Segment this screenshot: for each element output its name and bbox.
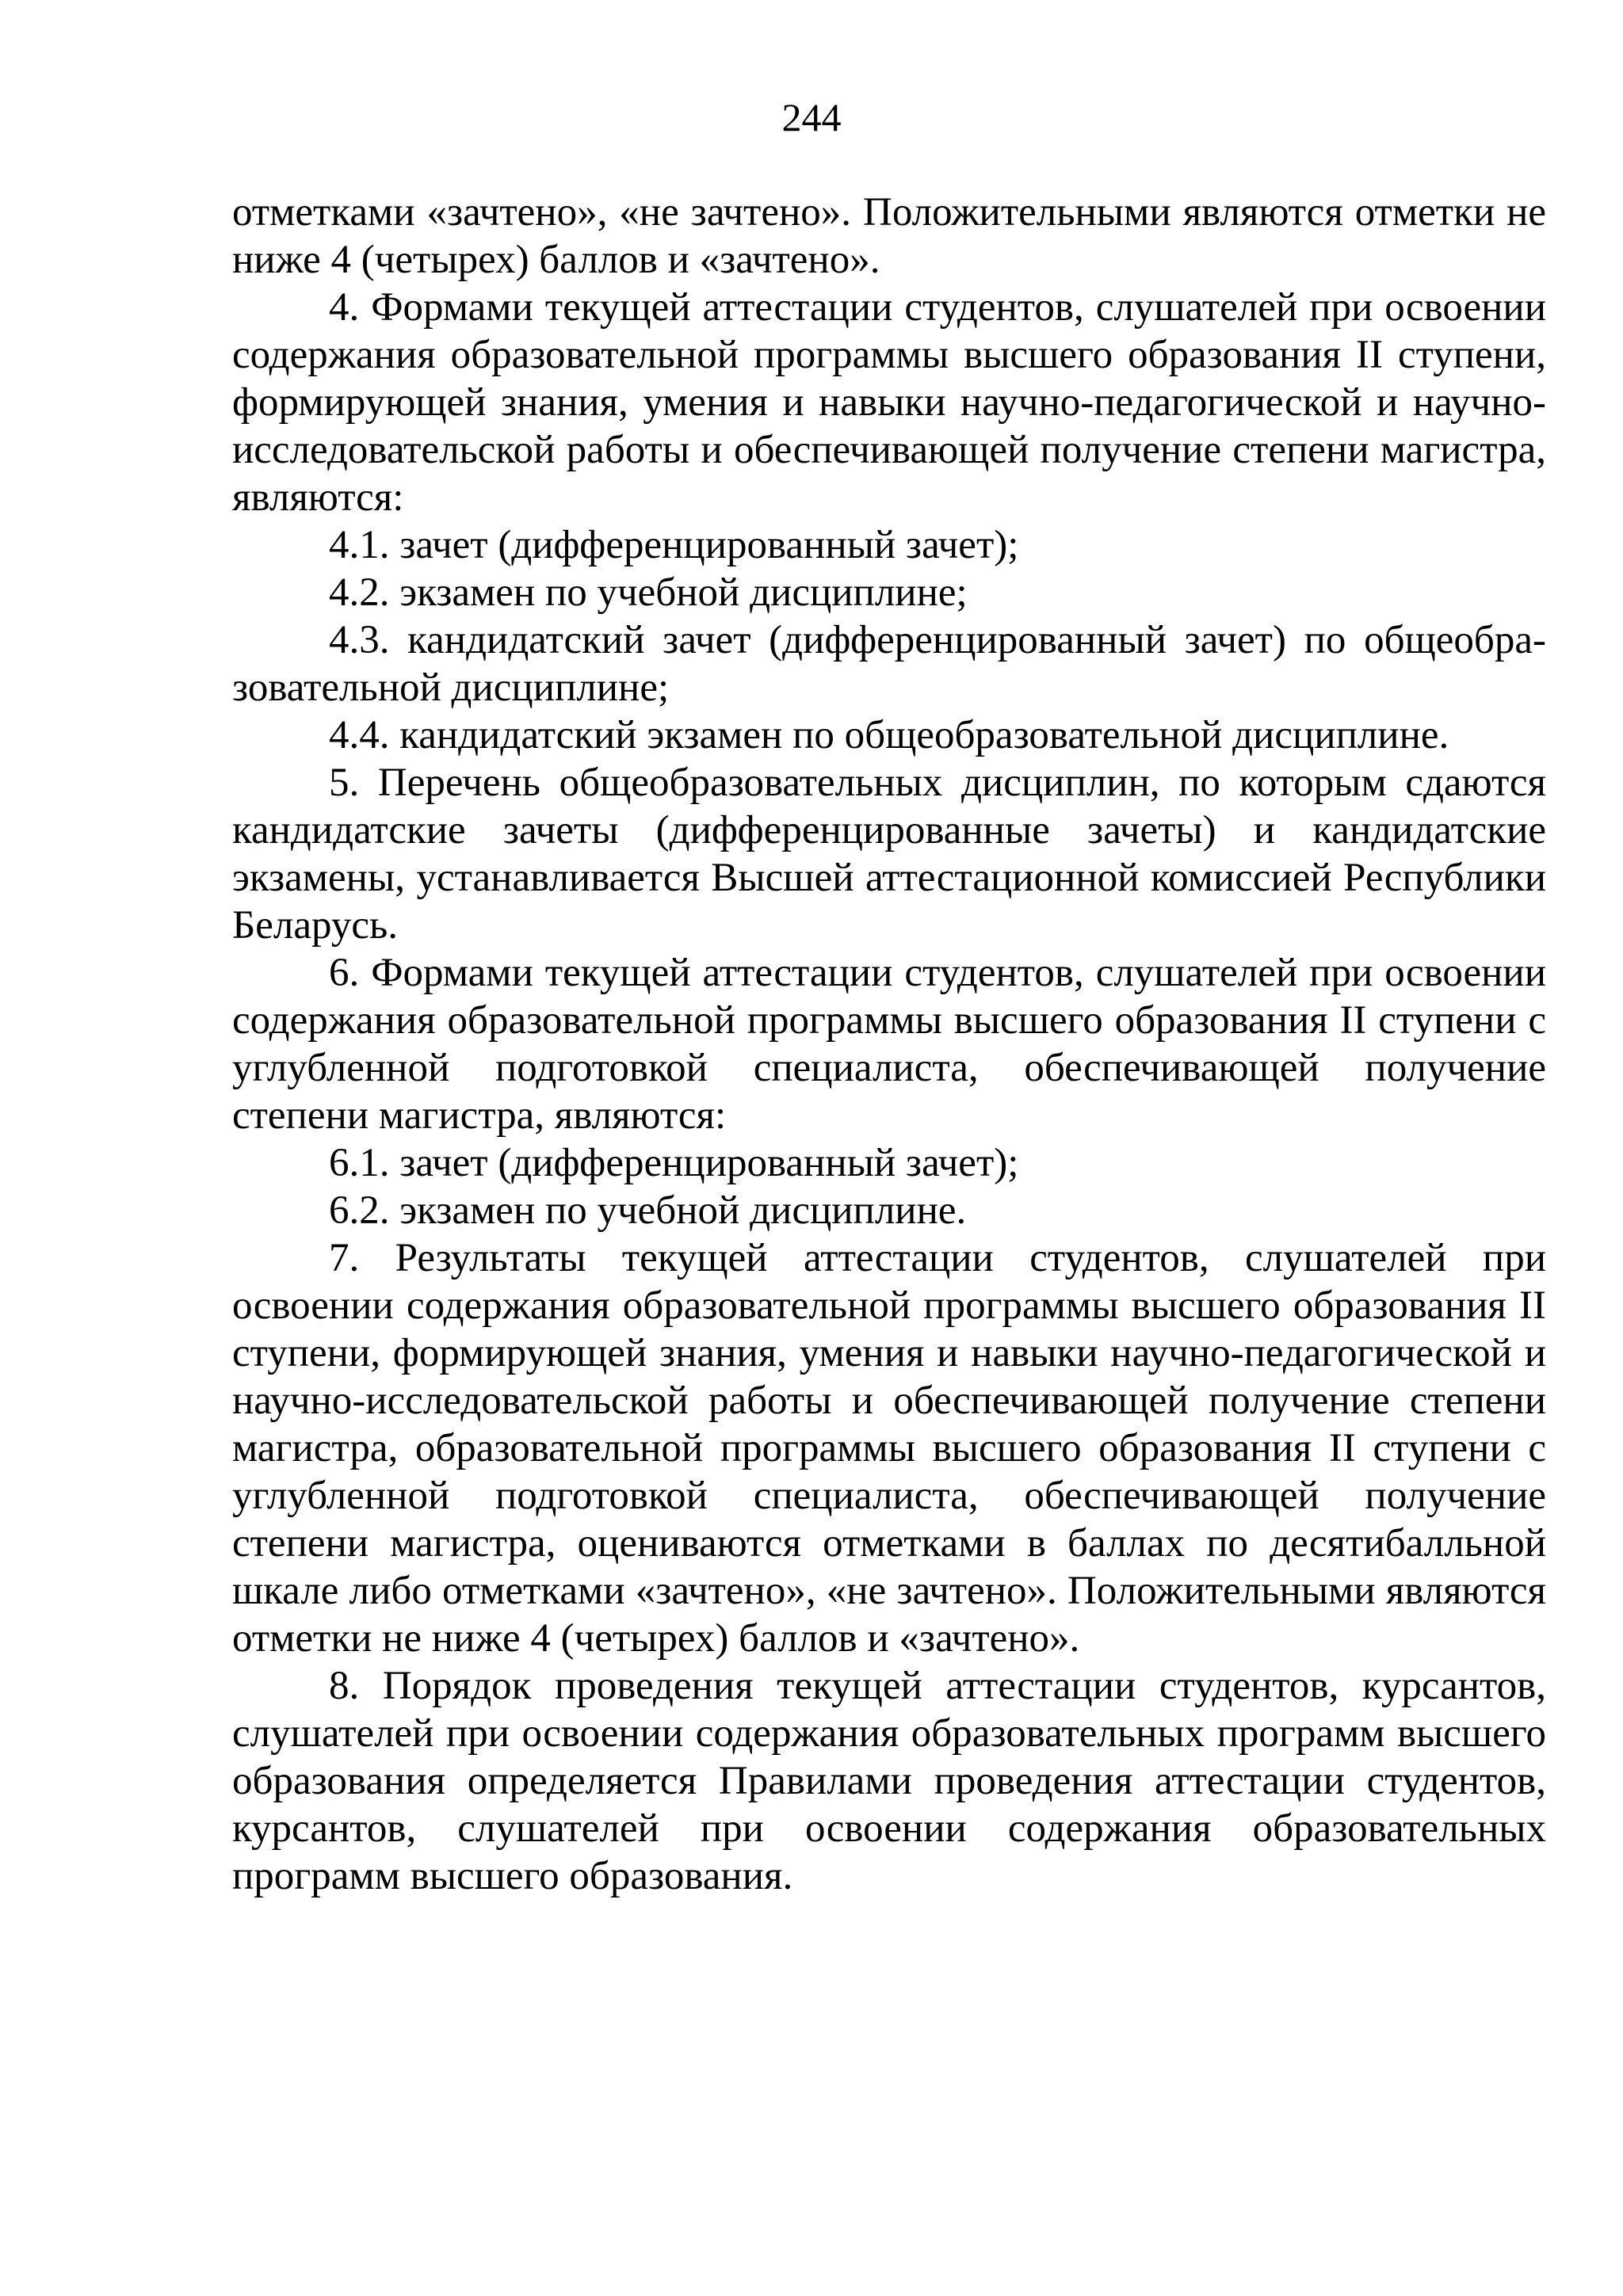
page-number: 244 xyxy=(781,95,842,139)
paragraph-6-2: 6.2. экзамен по учебной дисциплине. xyxy=(329,1188,967,1233)
paragraph-4-3: 4.3. кандидатский зачет (дифференцированный зачет) по общеобра-зовательной дисциплине; xyxy=(232,618,1546,710)
paragraph-6: 6. Формами текущей аттестации студентов, слушателей при освоении содержания образовательной программы высшего образования II ступени с углубленной подготовкой специалиста, обеспечивающей получение степени магистра, являются: xyxy=(232,951,1546,1138)
paragraph-5: 5. Перечень общеобразовательных дисциплин, по которым сдаются кандидатские зачеты (дифференцированные зачеты) и кандидатские экзамены, устанавливается Высшей аттестационной комиссией Республики Беларусь. xyxy=(232,761,1546,948)
paragraph-6-1: 6.1. зачет (дифференцированный зачет); xyxy=(329,1141,1019,1185)
paragraph-continuation: отметками «зачтено», «не зачтено». Положительными являются отметки не ниже 4 (четырех) баллов и «зачтено». xyxy=(232,190,1546,282)
paragraph-4-2: 4.2. экзамен по учебной дисциплине; xyxy=(329,570,968,615)
paragraph-8: 8. Порядок проведения текущей аттестации студентов, курсантов, слушателей при освоении содержания образовательных программ высшего образования определяется Правилами проведения аттестации студентов, курсантов, слушателей при освоении содержания образовательных программ высшего образования. xyxy=(232,1664,1546,1898)
paragraph-4: 4. Формами текущей аттестации студентов, слушателей при освоении содержания образовательной программы высшего образования II ступени, формирующей знания, умения и навыки научно-педагогической и научно-исследовательской работы и обеспечивающей получение степени магистра, являются: xyxy=(232,285,1546,520)
document-body xyxy=(232,189,1546,1900)
paragraph-7: 7. Результаты текущей аттестации студентов, слушателей при освоении содержания образовательной программы высшего образования II ступени, формирующей знания, умения и навыки научно-педагогической и научно-исследовательской работы и обеспечивающей получение степени магистра, образовательной программы высшего образования II ступени с углубленной подготовкой специалиста, обеспечивающей получение степени магистра, оцениваются отметками в баллах по десятибалльной шкале либо отметками «зачтено», «не зачтено». Положительными являются отметки не ниже 4 (четырех) баллов и «зачтено». xyxy=(232,1236,1546,1661)
paragraph-4-4: 4.4. кандидатский экзамен по общеобразовательной дисциплине. xyxy=(329,713,1449,757)
paragraph-4-1: 4.1. зачет (дифференцированный зачет); xyxy=(329,523,1019,567)
